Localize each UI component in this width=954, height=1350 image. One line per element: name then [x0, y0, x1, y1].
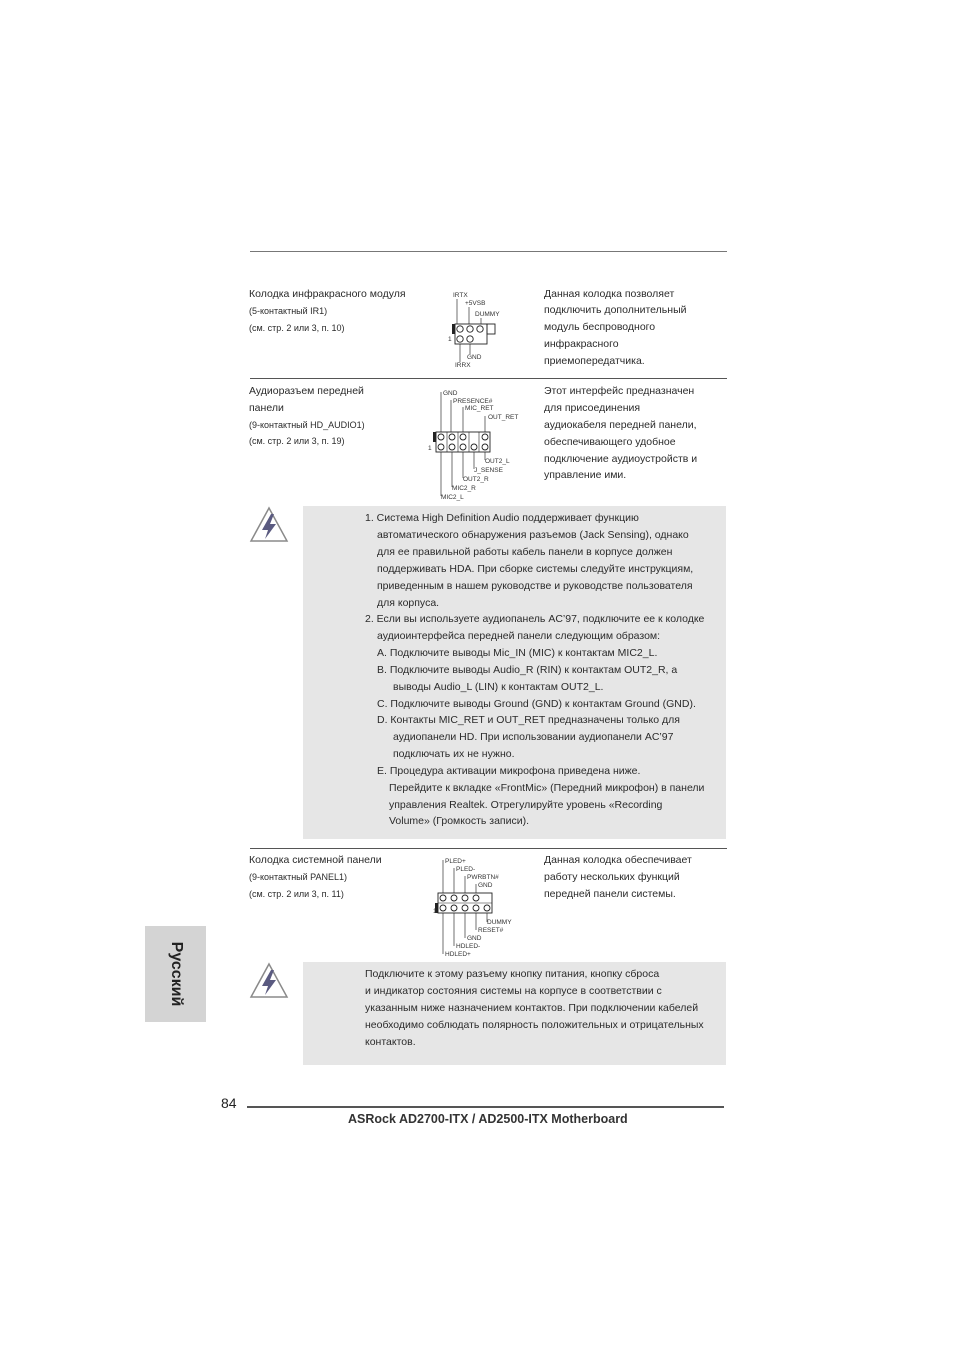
note-line: и индикатор состояния системы на корпусе в соответствии с — [365, 985, 662, 997]
pin-label-out-ret: OUT_RET — [488, 414, 519, 421]
ir-subtitle: (5-контактный IR1) — [249, 306, 328, 316]
pin-label-one: 1 — [428, 445, 432, 452]
panel-subtitle: (9-контактный PANEL1) — [249, 872, 348, 882]
language-tab — [145, 926, 206, 1022]
audio-desc-line: обеспечивающего удобное — [544, 436, 676, 448]
ir-title: Колодка инфракрасного модуля — [249, 288, 406, 300]
panel-desc-line: работу нескольких функций — [544, 871, 680, 883]
pin-label-presence: PRESENCE# — [453, 398, 493, 405]
pin-label-mic-ret: MIC_RET — [465, 405, 494, 412]
audio-subtitle: (9-контактный HD_AUDIO1) — [249, 420, 365, 430]
note-line: E. Процедура активации микрофона приведена ниже. — [377, 765, 641, 777]
audio-desc-line: Этот интерфейс предназначен — [544, 385, 695, 397]
warning-icon — [248, 505, 290, 545]
ir-desc-line: инфракрасного — [544, 338, 619, 350]
note-line: D. Контакты MIC_RET и OUT_RET предназначены только для — [377, 714, 680, 726]
pin-label-out2-r: OUT2_R — [463, 476, 489, 483]
top-rule — [250, 251, 727, 252]
note-line: 2. Если вы используете аудиопанель AC’97, подключите ее к колодке — [365, 613, 705, 625]
panel-desc-line: Данная колодка обеспечивает — [544, 854, 692, 866]
footer-rule — [247, 1106, 724, 1108]
note-line: аудиопанели HD. При использовании аудиопанели AC’97 — [393, 731, 674, 743]
audio-desc-line: для присоединения — [544, 402, 641, 414]
warning-icon — [248, 961, 290, 1001]
pin-label-irrx: IRRX — [455, 362, 471, 369]
pin-label-hdled-plus: HDLED+ — [445, 951, 471, 958]
pin-label-pled-plus: PLED+ — [445, 858, 466, 865]
pin-label-one: 1 — [448, 336, 452, 343]
note-line: C. Подключите выводы Ground (GND) к контактам Ground (GND). — [377, 698, 696, 710]
section-divider — [250, 848, 727, 849]
audio-connector-diagram — [425, 386, 530, 502]
pin-label-5vsb: +5VSB — [465, 300, 486, 307]
note-line: поддерживать HDA. При сборке системы следуйте инструкциям, — [377, 563, 694, 575]
note-line: необходимо соблюдать полярность положительных и отрицательных — [365, 1019, 704, 1031]
pin-label-mic2-r: MIC2_R — [452, 485, 476, 492]
pin-label-j-sense: J_SENSE — [474, 467, 503, 474]
audio-title: Аудиоразъем передней — [249, 385, 364, 397]
panel-connector-diagram — [433, 855, 523, 959]
pin-label-gnd-2: GND — [467, 935, 482, 942]
ir-desc-line: приемопередатчика. — [544, 355, 645, 367]
note-line: Перейдите к вкладке «FrontMic» (Передний микрофон) в панели — [389, 782, 705, 794]
audio-title: панели — [249, 402, 284, 414]
ir-desc-line: модуль беспроводного — [544, 321, 656, 333]
ir-desc-line: Данная колодка позволяет — [544, 288, 675, 300]
pin-label-dummy: DUMMY — [487, 919, 512, 926]
audio-page-ref: (см. стр. 2 или 3, п. 19) — [249, 436, 345, 446]
note-line: для ее правильной работы кабель панели в корпусе должен — [377, 546, 673, 558]
note-line: автоматического обнаружения разъемов (Jack Sensing), однако — [377, 529, 689, 541]
note-line: Подключите к этому разъему кнопку питания, кнопку сброса — [365, 968, 660, 980]
ir-page-ref: (см. стр. 2 или 3, п. 10) — [249, 323, 345, 333]
note-line: подключать их не нужно. — [393, 748, 515, 760]
note-line: 1. Система High Definition Audio поддерживает функцию — [365, 512, 639, 524]
note-line: A. Подключите выводы Mic_IN (MIC) к контактам MIC2_L. — [377, 647, 658, 659]
section-divider — [250, 378, 727, 379]
panel-page-ref: (см. стр. 2 или 3, п. 11) — [249, 889, 344, 899]
note-line: приведенным в нашем руководстве и руководстве пользователя — [377, 580, 693, 592]
pin-label-gnd: GND — [443, 390, 458, 397]
pin-label-hdled-minus: HDLED- — [456, 943, 481, 950]
pin-label-pwrbtn: PWRBTN# — [467, 874, 499, 881]
note-line: Volume» (Громкость записи). — [389, 815, 530, 827]
audio-desc-line: управление ими. — [544, 469, 627, 481]
pin-label-dummy: DUMMY — [475, 311, 500, 318]
note-line: управления Realtek. Отрегулируйте уровень «Recording — [389, 799, 663, 811]
ir-connector-diagram — [445, 288, 525, 372]
note-line: аудиоинтерфейса передней панели следующим образом: — [377, 630, 661, 642]
ir-desc-line: подключить дополнительный — [544, 304, 687, 316]
note-line: B. Подключите выводы Audio_R (RIN) к контактам OUT2_R, а — [377, 664, 678, 676]
pin-label-reset: RESET# — [478, 927, 504, 934]
pin-label-pled-minus: PLED- — [456, 866, 476, 873]
note-line: выводы Audio_L (LIN) к контактам OUT2_L. — [393, 681, 604, 693]
pin-label-out2-l: OUT2_L — [485, 458, 510, 465]
panel-title: Колодка системной панели — [249, 854, 382, 866]
language-tab-label: Русский — [167, 941, 185, 1007]
note-line: указанным ниже назначением контактов. При подключении кабелей — [365, 1002, 699, 1014]
footer-title: ASRock AD2700-ITX / AD2500-ITX Motherboard — [348, 1112, 628, 1126]
audio-desc-line: аудиокабеля передней панели, — [544, 419, 697, 431]
audio-desc-line: подключение аудиоустройств и — [544, 453, 698, 465]
pin-label-one: 1 — [433, 908, 437, 915]
panel-note-box — [303, 962, 726, 1065]
page-number: 84 — [221, 1095, 237, 1111]
pin-label-gnd: GND — [478, 882, 493, 889]
pin-label-irtx: IRTX — [453, 292, 468, 299]
pin-label-gnd: GND — [467, 354, 482, 361]
pin-label-mic2-l: MIC2_L — [441, 494, 464, 501]
panel-desc-line: передней панели системы. — [544, 888, 676, 900]
note-line: контактов. — [365, 1036, 416, 1048]
note-line: для корпуса. — [377, 597, 440, 609]
audio-note-box — [303, 506, 726, 839]
